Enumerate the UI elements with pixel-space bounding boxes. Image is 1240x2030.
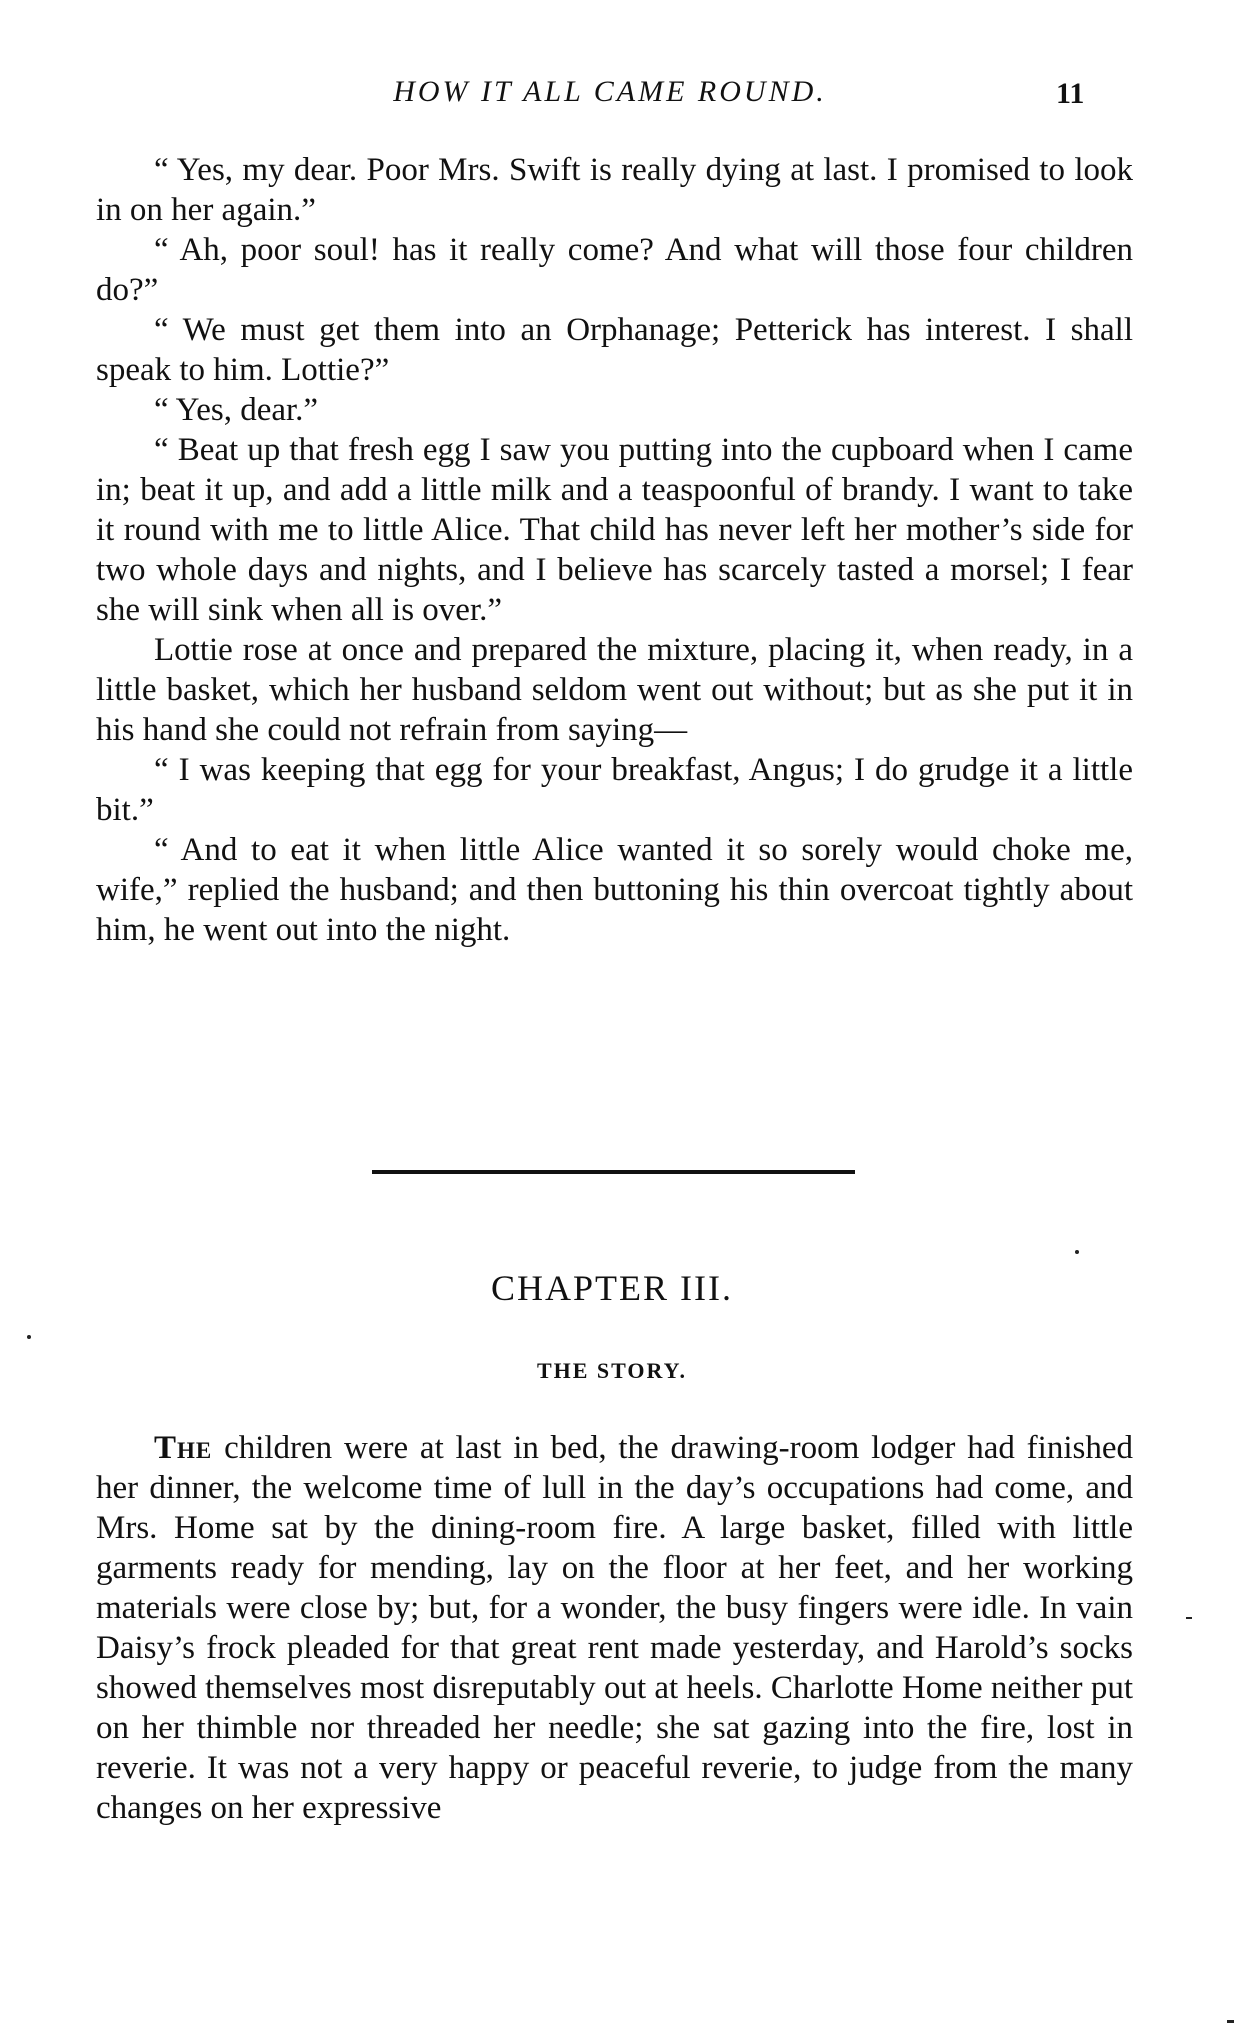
print-speck [1075, 1250, 1079, 1254]
paragraph-body: children were at last in bed, the drawing-room lodger had finished her dinner, the welcome time of lull in the day’s occupations had come, and Mrs. Home sat by the dining-room fire. A large basket, filled with little garments ready for mending, lay on the floor at her feet, and her working materials were close by; but, for a wonder, the busy fingers were idle. In vain Daisy’s frock pleaded for that great rent made yesterday, and Harold’s socks showed themselves most disreputably out at heels. Charlotte Home neither put on her thimble nor threaded her needle; she sat gazing into the fire, lost in reverie. It was not a very happy or peaceful reverie, to judge from the many changes on her expressive [96, 1430, 1133, 1826]
print-speck [27, 1335, 31, 1339]
chapter-paragraph [96, 1428, 1133, 1828]
print-speck [1227, 2020, 1234, 2023]
paragraph: “ And to eat it when little Alice wanted it so sorely would choke me, wife,” replied the husband; and then buttoning his thin overcoat tightly about him, he went out into the night. [96, 832, 1133, 948]
dialogue-section [96, 150, 1133, 950]
opening-word: The [154, 1430, 213, 1466]
paragraph: “ We must get them into an Orphanage; Petterick has interest. I shall speak to him. Lottie?” [96, 312, 1133, 388]
chapter-title: CHAPTER III. [491, 1268, 733, 1308]
page-number: 11 [1056, 77, 1085, 110]
paragraph: “ I was keeping that egg for your breakfast, Angus; I do grudge it a little bit.” [96, 752, 1133, 828]
running-title: HOW IT ALL CAME ROUND. [393, 75, 827, 108]
paragraph: Lottie rose at once and prepared the mixture, placing it, when ready, in a little basket, which her husband seldom went out without; but as she put it in his hand she could not refrain from saying— [96, 632, 1133, 748]
section-divider [372, 1170, 855, 1174]
chapter-subtitle: THE STORY. [536, 1358, 688, 1383]
paragraph: “ Beat up that fresh egg I saw you putting into the cupboard when I came in; beat it up, and add a little milk and a teaspoonful of brandy. I want to take it round with me to little Alice. That child has never left her mother’s side for two whole days and nights, and I believe has scarcely tasted a morsel; I fear she will sink when all is over.” [96, 432, 1133, 628]
paragraph: “ Yes, dear.” [154, 392, 319, 428]
paragraph: “ Ah, poor soul! has it really come? And what will those four children do?” [96, 232, 1133, 308]
chapter-opening [96, 1428, 1133, 1828]
print-speck [1186, 1617, 1192, 1619]
paragraph: “ Yes, my dear. Poor Mrs. Swift is really dying at last. I promised to look in on her again.” [96, 152, 1133, 228]
running-head [0, 72, 1240, 112]
